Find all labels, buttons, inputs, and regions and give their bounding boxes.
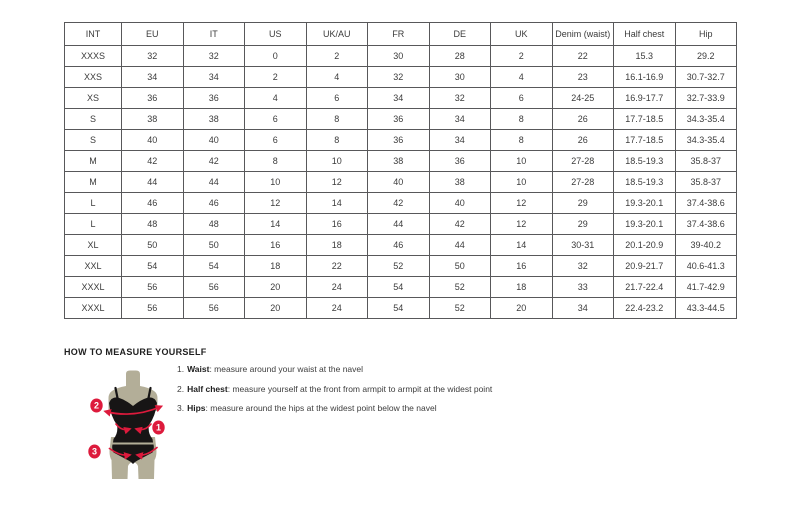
size-cell: 32 xyxy=(429,88,491,109)
size-cell: 32 xyxy=(552,256,614,277)
size-cell: 20 xyxy=(245,277,307,298)
table-row xyxy=(65,151,737,172)
size-cell: 23 xyxy=(552,67,614,88)
size-cell: 8 xyxy=(245,151,307,172)
size-cell: 46 xyxy=(183,193,245,214)
size-cell: 0 xyxy=(245,46,307,67)
size-cell: 10 xyxy=(491,172,553,193)
measure-instructions xyxy=(177,363,492,422)
size-cell: 29 xyxy=(552,214,614,235)
size-cell: 8 xyxy=(491,130,553,151)
hips-badge-number: 3 xyxy=(91,446,98,457)
size-cell: 42 xyxy=(429,214,491,235)
size-cell: 27-28 xyxy=(552,151,614,172)
size-cell: 34 xyxy=(429,130,491,151)
column-header: UK xyxy=(491,23,553,46)
size-cell: 12 xyxy=(491,193,553,214)
size-cell: 17.7-18.5 xyxy=(614,130,676,151)
size-cell: 8 xyxy=(306,130,368,151)
size-cell: 46 xyxy=(368,235,430,256)
size-cell: 34.3-35.4 xyxy=(675,130,737,151)
size-cell: 4 xyxy=(306,67,368,88)
size-cell: 36 xyxy=(429,151,491,172)
size-cell: 26 xyxy=(552,109,614,130)
size-cell: XXL xyxy=(65,256,122,277)
size-cell: 38 xyxy=(429,172,491,193)
size-cell: 37.4-38.6 xyxy=(675,214,737,235)
size-cell: 48 xyxy=(122,214,184,235)
column-header: Half chest xyxy=(614,23,676,46)
size-cell: 2 xyxy=(306,46,368,67)
size-cell: 6 xyxy=(491,88,553,109)
waist-badge-number: 1 xyxy=(155,422,162,433)
size-cell: XXXL xyxy=(65,298,122,319)
measure-heading: HOW TO MEASURE YOURSELF xyxy=(64,347,207,357)
size-cell: 34.3-35.4 xyxy=(675,109,737,130)
size-cell: 52 xyxy=(429,277,491,298)
table-row xyxy=(65,214,737,235)
size-cell: 21.7-22.4 xyxy=(614,277,676,298)
size-cell: 20.1-20.9 xyxy=(614,235,676,256)
column-header: Hip xyxy=(675,23,737,46)
size-cell: 50 xyxy=(183,235,245,256)
measurement-figure xyxy=(78,364,185,495)
size-cell: 54 xyxy=(183,256,245,277)
size-cell: 43.3-44.5 xyxy=(675,298,737,319)
size-cell: 26 xyxy=(552,130,614,151)
size-cell: 29 xyxy=(552,193,614,214)
instruction-half-chest xyxy=(177,383,492,395)
size-cell: M xyxy=(65,172,122,193)
size-cell: 18.5-19.3 xyxy=(614,151,676,172)
table-row xyxy=(65,88,737,109)
size-cell: 22.4-23.2 xyxy=(614,298,676,319)
table-row xyxy=(65,193,737,214)
table-row xyxy=(65,256,737,277)
size-cell: 8 xyxy=(306,109,368,130)
instruction-text: : measure yourself at the front from armpit to armpit at the widest point xyxy=(227,383,493,394)
size-cell: 4 xyxy=(491,67,553,88)
size-cell: 56 xyxy=(122,277,184,298)
table-row xyxy=(65,130,737,151)
size-cell: 30 xyxy=(368,46,430,67)
size-cell: 36 xyxy=(122,88,184,109)
size-cell: S xyxy=(65,109,122,130)
size-cell: XS xyxy=(65,88,122,109)
size-cell: 24-25 xyxy=(552,88,614,109)
size-cell: 30-31 xyxy=(552,235,614,256)
instruction-label: Half chest xyxy=(187,383,228,394)
table-row xyxy=(65,46,737,67)
size-cell: 46 xyxy=(122,193,184,214)
size-cell: 40.6-41.3 xyxy=(675,256,737,277)
size-cell: 18 xyxy=(245,256,307,277)
size-cell: 42 xyxy=(183,151,245,172)
size-cell: 30 xyxy=(429,67,491,88)
size-cell: 32.7-33.9 xyxy=(675,88,737,109)
size-cell: 20 xyxy=(491,298,553,319)
column-header: EU xyxy=(122,23,184,46)
size-cell: 54 xyxy=(368,298,430,319)
size-cell: 14 xyxy=(491,235,553,256)
table-row xyxy=(65,67,737,88)
size-cell: 15.3 xyxy=(614,46,676,67)
table-row xyxy=(65,172,737,193)
size-cell: 17.7-18.5 xyxy=(614,109,676,130)
column-header: DE xyxy=(429,23,491,46)
size-cell: 32 xyxy=(368,67,430,88)
size-cell: 30.7-32.7 xyxy=(675,67,737,88)
size-cell: 38 xyxy=(122,109,184,130)
size-cell: 2 xyxy=(491,46,553,67)
size-cell: 16 xyxy=(245,235,307,256)
instruction-hips xyxy=(177,402,492,414)
size-cell: L xyxy=(65,214,122,235)
size-cell: 27-28 xyxy=(552,172,614,193)
size-cell: 35.8-37 xyxy=(675,151,737,172)
instruction-number: 1. xyxy=(177,364,185,374)
table-row xyxy=(65,298,737,319)
size-cell: 50 xyxy=(429,256,491,277)
size-cell: XL xyxy=(65,235,122,256)
table-row xyxy=(65,109,737,130)
size-cell: 12 xyxy=(306,172,368,193)
size-cell: 16.1-16.9 xyxy=(614,67,676,88)
size-cell: 8 xyxy=(491,109,553,130)
size-cell: 38 xyxy=(368,151,430,172)
size-cell: 56 xyxy=(183,298,245,319)
size-cell: 33 xyxy=(552,277,614,298)
size-cell: 36 xyxy=(183,88,245,109)
size-cell: 36 xyxy=(368,130,430,151)
size-cell: 40 xyxy=(429,193,491,214)
size-cell: 28 xyxy=(429,46,491,67)
size-cell: 19.3-20.1 xyxy=(614,214,676,235)
size-cell: 10 xyxy=(491,151,553,172)
size-cell: 20 xyxy=(245,298,307,319)
size-cell: 20.9-21.7 xyxy=(614,256,676,277)
size-cell: 52 xyxy=(429,298,491,319)
column-header: INT xyxy=(65,23,122,46)
size-cell: 12 xyxy=(491,214,553,235)
size-cell: XXXS xyxy=(65,46,122,67)
size-cell: S xyxy=(65,130,122,151)
size-cell: 44 xyxy=(429,235,491,256)
size-cell: XXXL xyxy=(65,277,122,298)
size-cell: 52 xyxy=(368,256,430,277)
instruction-text: : measure around the hips at the widest point below the navel xyxy=(205,403,437,413)
size-cell: 16 xyxy=(491,256,553,277)
size-cell: 34 xyxy=(552,298,614,319)
size-cell: 42 xyxy=(122,151,184,172)
size-cell: 22 xyxy=(306,256,368,277)
size-cell: 56 xyxy=(122,298,184,319)
size-cell: 44 xyxy=(368,214,430,235)
column-header: UK/AU xyxy=(306,23,368,46)
size-cell: 38 xyxy=(183,109,245,130)
size-cell: 18.5-19.3 xyxy=(614,172,676,193)
mannequin-illustration xyxy=(78,364,185,495)
size-cell: 54 xyxy=(368,277,430,298)
size-cell: 6 xyxy=(306,88,368,109)
size-cell: 40 xyxy=(122,130,184,151)
size-cell: 37.4-38.6 xyxy=(675,193,737,214)
column-header: US xyxy=(245,23,307,46)
chest-badge-number: 2 xyxy=(93,400,100,411)
size-cell: 18 xyxy=(306,235,368,256)
size-cell: 44 xyxy=(122,172,184,193)
instruction-waist xyxy=(177,363,492,375)
size-table xyxy=(64,22,737,319)
size-cell: 18 xyxy=(491,277,553,298)
size-cell: 34 xyxy=(183,67,245,88)
size-cell: 22 xyxy=(552,46,614,67)
size-cell: L xyxy=(65,193,122,214)
size-cell: 16.9-17.7 xyxy=(614,88,676,109)
size-cell: 12 xyxy=(245,193,307,214)
size-cell: 54 xyxy=(122,256,184,277)
size-cell: 50 xyxy=(122,235,184,256)
table-header-row xyxy=(65,23,737,46)
size-cell: 16 xyxy=(306,214,368,235)
column-header: IT xyxy=(183,23,245,46)
size-cell: 44 xyxy=(183,172,245,193)
size-cell: 36 xyxy=(368,109,430,130)
instruction-number: 2. xyxy=(177,383,185,394)
size-cell: XXS xyxy=(65,67,122,88)
size-cell: 10 xyxy=(245,172,307,193)
size-cell: 32 xyxy=(183,46,245,67)
size-cell: 14 xyxy=(306,193,368,214)
size-cell: 24 xyxy=(306,277,368,298)
size-cell: 41.7-42.9 xyxy=(675,277,737,298)
size-cell: 4 xyxy=(245,88,307,109)
size-cell: 34 xyxy=(122,67,184,88)
size-cell: 19.3-20.1 xyxy=(614,193,676,214)
size-cell: 14 xyxy=(245,214,307,235)
size-cell: 24 xyxy=(306,298,368,319)
size-cell: M xyxy=(65,151,122,172)
table-row xyxy=(65,277,737,298)
column-header: FR xyxy=(368,23,430,46)
size-cell: 42 xyxy=(368,193,430,214)
size-cell: 10 xyxy=(306,151,368,172)
size-cell: 39-40.2 xyxy=(675,235,737,256)
size-cell: 6 xyxy=(245,130,307,151)
size-cell: 2 xyxy=(245,67,307,88)
size-cell: 40 xyxy=(183,130,245,151)
size-cell: 48 xyxy=(183,214,245,235)
size-cell: 34 xyxy=(429,109,491,130)
table-row xyxy=(65,235,737,256)
size-cell: 6 xyxy=(245,109,307,130)
size-cell: 40 xyxy=(368,172,430,193)
size-cell: 35.8-37 xyxy=(675,172,737,193)
size-cell: 34 xyxy=(368,88,430,109)
instruction-text: : measure around your waist at the navel xyxy=(209,364,364,374)
instruction-label: Hips xyxy=(187,403,206,413)
size-cell: 32 xyxy=(122,46,184,67)
instruction-label: Waist xyxy=(187,364,210,374)
instruction-number: 3. xyxy=(177,403,185,413)
size-cell: 56 xyxy=(183,277,245,298)
size-cell: 29.2 xyxy=(675,46,737,67)
column-header: Denim (waist) xyxy=(552,23,614,46)
